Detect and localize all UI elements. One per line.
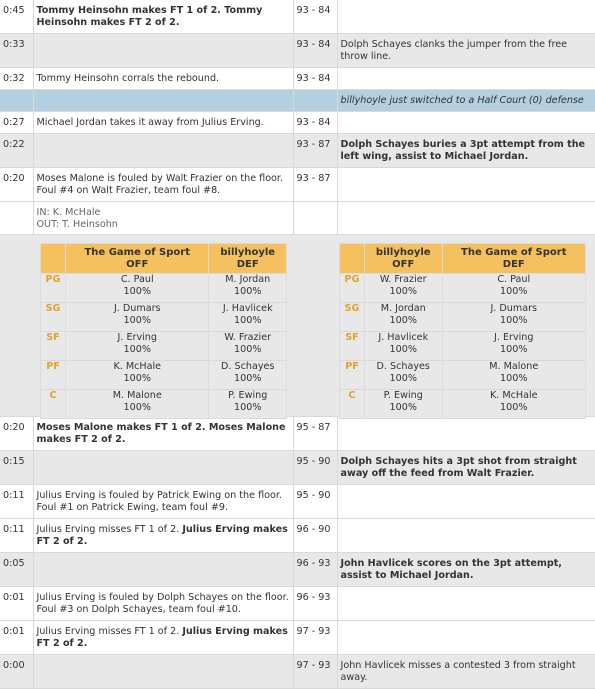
player-energy: 100% xyxy=(234,402,262,413)
play-row xyxy=(0,168,595,202)
player-name: K. McHale xyxy=(113,361,162,372)
home-play-text: Moses Malone is fouled by Walt Frazier on the floor. Foul #4 on Walt Frazier, team foul #8. xyxy=(33,168,293,202)
player-energy: 100% xyxy=(389,344,417,355)
player-cell xyxy=(442,274,586,303)
play-time: 0:20 xyxy=(0,417,33,451)
position-label: C xyxy=(340,390,365,419)
lineup-header xyxy=(41,244,287,274)
position-label: PG xyxy=(340,274,365,303)
player-energy: 100% xyxy=(389,286,417,297)
play-row xyxy=(0,134,595,168)
play-score: 95 - 90 xyxy=(293,451,337,485)
away-play-text xyxy=(337,68,595,90)
away-play-text xyxy=(337,112,595,134)
play-time: 0:33 xyxy=(0,34,33,68)
sub-in: IN: K. McHale xyxy=(36,207,101,218)
opponent-role: DEF xyxy=(502,259,525,270)
lineup-header xyxy=(340,244,586,274)
home-play-text xyxy=(33,451,293,485)
player-energy: 100% xyxy=(234,315,262,326)
play-row xyxy=(0,553,595,587)
player-cell xyxy=(66,332,209,361)
defense-switch-text: billyhoyle just switched to a Half Court (0) defense xyxy=(337,90,595,112)
play-row xyxy=(0,417,595,451)
home-play-text xyxy=(33,90,293,112)
play-text-strong: Julius Erving makes FT 2 of 2. xyxy=(36,626,288,649)
play-row xyxy=(0,34,595,68)
lineup-position-row xyxy=(340,332,586,361)
player-name: C. Paul xyxy=(120,274,154,285)
player-energy: 100% xyxy=(123,402,151,413)
home-play-text xyxy=(33,655,293,689)
player-name: J. Erving xyxy=(494,332,534,343)
player-energy: 100% xyxy=(123,315,151,326)
player-name: J. Dumars xyxy=(490,303,538,314)
player-name: J. Erving xyxy=(117,332,157,343)
play-score: 93 - 87 xyxy=(293,134,337,168)
player-cell xyxy=(365,274,443,303)
home-play-text: Julius Erving is fouled by Dolph Schayes on the floor. Foul #3 on Dolph Schayes, team foul #10. xyxy=(33,587,293,621)
player-energy: 100% xyxy=(234,373,262,384)
play-time: 0:15 xyxy=(0,451,33,485)
play-score: 96 - 93 xyxy=(293,587,337,621)
position-label: PG xyxy=(41,274,66,303)
away-play-text xyxy=(337,202,595,235)
away-play-text: Dolph Schayes hits a 3pt shot from straight away off the feed from Walt Frazier. xyxy=(337,451,595,485)
lineup-position-row xyxy=(41,332,287,361)
away-play-text xyxy=(337,485,595,519)
team-name: billyhoyle xyxy=(375,247,431,258)
player-name: C. Paul xyxy=(497,274,531,285)
away-play-text xyxy=(337,587,595,621)
player-energy: 100% xyxy=(500,315,528,326)
player-cell xyxy=(365,303,443,332)
player-energy: 100% xyxy=(500,373,528,384)
play-time: 0:22 xyxy=(0,134,33,168)
home-play-text: Tommy Heinsohn corrals the rebound. xyxy=(33,68,293,90)
lineup-row xyxy=(0,235,595,417)
play-row xyxy=(0,68,595,90)
player-cell xyxy=(365,332,443,361)
away-play-text: John Havlicek scores on the 3pt attempt, assist to Michael Jordan. xyxy=(337,553,595,587)
position-label: PF xyxy=(41,361,66,390)
pos-header xyxy=(41,244,66,274)
play-time: 0:00 xyxy=(0,655,33,689)
team-header xyxy=(365,244,443,274)
lineup-table-left xyxy=(40,243,287,419)
lineup-table-right xyxy=(339,243,586,419)
position-label: PF xyxy=(340,361,365,390)
player-energy: 100% xyxy=(500,402,528,413)
defense-switch-row xyxy=(0,90,595,112)
player-cell xyxy=(209,332,287,361)
play-time xyxy=(0,202,33,235)
away-play-text xyxy=(337,519,595,553)
player-energy: 100% xyxy=(234,286,262,297)
lineup-position-row xyxy=(340,274,586,303)
away-play-text: John Havlicek misses a contested 3 from straight away. xyxy=(337,655,595,689)
position-label: SF xyxy=(41,332,66,361)
player-name: P. Ewing xyxy=(383,390,423,401)
play-row xyxy=(0,519,595,553)
player-name: P. Ewing xyxy=(228,390,268,401)
player-name: W. Frazier xyxy=(379,274,427,285)
player-name: M. Jordan xyxy=(380,303,426,314)
play-score: 93 - 84 xyxy=(293,34,337,68)
play-score: 93 - 84 xyxy=(293,112,337,134)
away-play-text: Dolph Schayes clanks the jumper from the free throw line. xyxy=(337,34,595,68)
opponent-name: The Game of Sport xyxy=(461,247,567,258)
home-play-text xyxy=(33,134,293,168)
player-cell xyxy=(365,390,443,419)
player-name: M. Jordan xyxy=(225,274,271,285)
play-row xyxy=(0,621,595,655)
lineup-position-row xyxy=(340,303,586,332)
home-play-text: Tommy Heinsohn makes FT 1 of 2. Tommy Heinsohn makes FT 2 of 2. xyxy=(33,0,293,34)
lineup-position-row xyxy=(41,361,287,390)
position-label: SF xyxy=(340,332,365,361)
player-name: J. Havlicek xyxy=(222,303,273,314)
play-score: 93 - 87 xyxy=(293,168,337,202)
play-score: 95 - 87 xyxy=(293,417,337,451)
position-label: SG xyxy=(41,303,66,332)
away-play-text xyxy=(337,417,595,451)
away-play-text xyxy=(337,0,595,34)
player-name: J. Havlicek xyxy=(378,332,429,343)
player-name: M. Malone xyxy=(489,361,539,372)
player-name: W. Frazier xyxy=(224,332,272,343)
team-role: OFF xyxy=(392,259,415,270)
play-time: 0:11 xyxy=(0,485,33,519)
player-cell xyxy=(209,361,287,390)
play-time: 0:27 xyxy=(0,112,33,134)
play-row xyxy=(0,112,595,134)
plays-bottom xyxy=(0,417,595,689)
player-name: D. Schayes xyxy=(376,361,430,372)
player-cell xyxy=(209,303,287,332)
team-name: The Game of Sport xyxy=(84,247,190,258)
play-score: 96 - 90 xyxy=(293,519,337,553)
team-role: OFF xyxy=(126,259,149,270)
player-energy: 100% xyxy=(123,373,151,384)
lineup-container xyxy=(0,235,595,416)
position-label: C xyxy=(41,390,66,419)
play-time: 0:01 xyxy=(0,587,33,621)
team-header xyxy=(66,244,209,274)
play-text-plain: Julius Erving misses FT 1 of 2. xyxy=(36,524,183,535)
player-cell xyxy=(442,303,586,332)
play-time: 0:11 xyxy=(0,519,33,553)
play-score: 93 - 84 xyxy=(293,68,337,90)
home-play-text xyxy=(33,553,293,587)
play-score: 97 - 93 xyxy=(293,655,337,689)
position-label: SG xyxy=(340,303,365,332)
play-row xyxy=(0,0,595,34)
home-play-text: Julius Erving is fouled by Patrick Ewing on the floor. Foul #1 on Patrick Ewing, team foul #9. xyxy=(33,485,293,519)
player-cell xyxy=(66,361,209,390)
play-score: 97 - 93 xyxy=(293,621,337,655)
player-energy: 100% xyxy=(500,286,528,297)
play-score xyxy=(293,90,337,112)
lineup-position-row xyxy=(41,390,287,419)
home-play-text: Moses Malone makes FT 1 of 2. Moses Malone makes FT 2 of 2. xyxy=(33,417,293,451)
home-play-text: Michael Jordan takes it away from Julius Erving. xyxy=(33,112,293,134)
player-name: J. Dumars xyxy=(113,303,161,314)
player-cell xyxy=(442,332,586,361)
play-text-plain: Julius Erving misses FT 1 of 2. xyxy=(36,626,183,637)
play-score: 96 - 93 xyxy=(293,553,337,587)
play-score: 95 - 90 xyxy=(293,485,337,519)
home-play-text xyxy=(33,34,293,68)
substitution-text xyxy=(33,202,293,235)
away-play-text xyxy=(337,168,595,202)
play-row xyxy=(0,485,595,519)
play-time: 0:01 xyxy=(0,621,33,655)
play-score: 93 - 84 xyxy=(293,0,337,34)
player-cell xyxy=(442,361,586,390)
play-text-strong: Julius Erving makes FT 2 of 2. xyxy=(36,524,288,547)
player-cell xyxy=(209,274,287,303)
player-cell xyxy=(66,274,209,303)
player-cell xyxy=(66,390,209,419)
substitution-row xyxy=(0,202,595,235)
lineup-cell xyxy=(0,235,595,417)
play-time: 0:05 xyxy=(0,553,33,587)
sub-out: OUT: T. Heinsohn xyxy=(36,218,118,230)
away-play-text xyxy=(337,621,595,655)
player-name: D. Schayes xyxy=(221,361,275,372)
play-score xyxy=(293,202,337,235)
player-energy: 100% xyxy=(389,373,417,384)
play-time: 0:32 xyxy=(0,68,33,90)
player-energy: 100% xyxy=(234,344,262,355)
player-cell xyxy=(365,361,443,390)
opponent-header xyxy=(209,244,287,274)
away-play-text: Dolph Schayes buries a 3pt attempt from the left wing, assist to Michael Jordan. xyxy=(337,134,595,168)
play-time: 0:20 xyxy=(0,168,33,202)
player-energy: 100% xyxy=(123,344,151,355)
player-energy: 100% xyxy=(389,402,417,413)
play-row xyxy=(0,451,595,485)
player-energy: 100% xyxy=(123,286,151,297)
player-cell xyxy=(442,390,586,419)
home-play-text xyxy=(33,519,293,553)
player-cell xyxy=(66,303,209,332)
play-time: 0:45 xyxy=(0,0,33,34)
opponent-name: billyhoyle xyxy=(220,247,276,258)
lineup-position-row xyxy=(41,303,287,332)
play-time xyxy=(0,90,33,112)
player-cell xyxy=(209,390,287,419)
lineup-position-row xyxy=(41,274,287,303)
lineup-position-row xyxy=(340,390,586,419)
play-row xyxy=(0,587,595,621)
lineup-position-row xyxy=(340,361,586,390)
player-name: K. McHale xyxy=(489,390,538,401)
pos-header xyxy=(340,244,365,274)
player-energy: 100% xyxy=(500,344,528,355)
play-row xyxy=(0,655,595,689)
player-name: M. Malone xyxy=(112,390,162,401)
player-energy: 100% xyxy=(389,315,417,326)
opponent-header xyxy=(442,244,586,274)
opponent-role: DEF xyxy=(236,259,259,270)
home-play-text xyxy=(33,621,293,655)
